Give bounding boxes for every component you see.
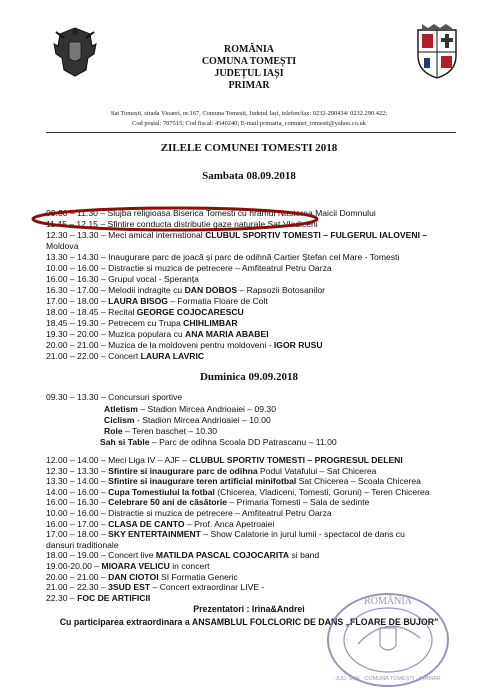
sport-name: Ciclism <box>104 415 135 425</box>
saturday-item-row <box>46 241 466 252</box>
saturday-item-row <box>46 340 466 351</box>
sunday-item-text: – Meci Liga IV – AJF – <box>100 455 190 465</box>
sport-item <box>104 415 271 426</box>
sunday-item-row <box>46 550 466 561</box>
saturday-item-time: 10.00 – 16.00 <box>46 263 101 273</box>
saturday-item-time: 18.00 – 18.45 <box>46 307 101 317</box>
sunday-item-text: – <box>100 529 109 540</box>
sunday-item-row <box>46 529 466 540</box>
sunday-item-time: 19.00-20.00 <box>46 561 95 571</box>
sports-title: – Concursuri sportive <box>100 392 183 402</box>
sunday-item-highlight: DAN CIOTOI <box>108 571 159 582</box>
sunday-item-time: 10.00 – 16.00 <box>46 508 101 518</box>
header-commune: COMUNA TOMEȘTI <box>201 56 297 67</box>
sunday-item-highlight: Sfintire si inaugurare teren artificial minifotbal <box>108 476 297 487</box>
sunday-item-detail: – Prof. Anca Apetroaiei <box>184 518 275 529</box>
sunday-item-time: 12.00 – 14.00 <box>46 455 101 465</box>
saturday-item-text: – Muzica de la moldoveni pentru moldoveni - <box>100 340 274 350</box>
saturday-item-text: – Melodii indragite cu <box>100 285 185 295</box>
sunday-item-detail: si band <box>289 550 320 561</box>
saturday-item-time: 21.00 – 22.00 <box>46 351 101 361</box>
saturday-item-text: – Concert <box>100 351 141 361</box>
saturday-item-highlight: IGOR RUSU <box>273 340 323 350</box>
saturday-item-time: 13.30 – 14.30 <box>46 252 101 262</box>
sunday-item-detail: in concert <box>169 561 210 571</box>
saturday-item-highlight: GEORGE COJOCARESCU <box>136 307 244 317</box>
sunday-item-row <box>46 476 466 487</box>
stamp-ring: JUD. IAȘI · COMUNA TOMEȘTI · PRIMAR <box>335 676 441 682</box>
sports-time: 09.30 – 13.30 <box>46 392 99 402</box>
address-line-2: Cod poștal: 707515; Cod fiscal: 4540240; E-mail:primaria_comunei_tomesti@yahoo.co.uk <box>132 120 366 127</box>
sunday-item-highlight: SKY ENTERTAINMENT <box>108 529 201 540</box>
saturday-item-text: – Distractie si muzica de petrecere – Amfiteatrul Petru Oarza <box>100 263 332 273</box>
saturday-item-row <box>46 307 466 318</box>
sunday-item-text: dansuri traditionale <box>46 539 119 550</box>
sunday-item-text: – <box>100 465 109 476</box>
saturday-item-highlight: LAURA LAVRIC <box>140 351 205 361</box>
sport-item <box>104 426 217 437</box>
sunday-item-time: 22.30 <box>46 592 70 603</box>
guests: Cu participarea extraordinara a ANSAMBLUL FOLCLORIC DE DANS „FLOARE DE BUJOR" <box>59 617 439 627</box>
sunday-item-text: – Distractie si muzica de petrecere – Amfiteatrul Petru Oarza <box>100 508 332 518</box>
saturday-item-row <box>46 274 466 285</box>
saturday-item-text: – Recital <box>100 307 137 317</box>
header-country: ROMÂNIA <box>224 44 274 55</box>
page-title: ZILELE COMUNEI TOMESTI 2018 <box>160 142 338 154</box>
saturday-item-time: 16.30 – 17.00 <box>46 285 101 295</box>
sunday-item-text: – <box>100 486 109 497</box>
sunday-item-detail: – Show Calatorie in jurul lumii - spectacol de dans cu <box>200 529 405 540</box>
sunday-item-highlight: Sfintire si inaugurare parc de odihna <box>108 465 258 476</box>
sunday-item-detail: SI Formatia Generic <box>158 571 238 582</box>
sunday-item-row <box>46 540 466 551</box>
sunday-item-detail: (Chicerea, Vladiceni, Tomesti, Goruni) – Teren Chicerea <box>214 486 430 497</box>
saturday-item-time: 18.45 – 19.30 <box>46 318 101 328</box>
commune-shield-icon <box>412 22 462 80</box>
sunday-item-text: – <box>100 518 109 529</box>
saturday-item-row <box>46 318 466 329</box>
sunday-item-highlight: MATILDA PASCAL COJOCARITA <box>155 550 290 561</box>
sunday-item-text: – <box>100 582 109 593</box>
sunday-item-time: 13.30 – 14.00 <box>46 476 101 487</box>
saturday-item-text: – Muzica populara cu <box>100 329 186 339</box>
saturday-item-time: 17.00 – 18.00 <box>46 296 101 306</box>
sunday-item-row <box>46 572 466 583</box>
highlight-oval <box>30 205 320 233</box>
saturday-item-highlight: ANA MARIA ABABEI <box>185 329 269 339</box>
sport-detail: – Parc de odihna Scoala DD Patrascanu – 11.00 <box>149 437 337 447</box>
saturday-item-row <box>46 329 466 340</box>
saturday-item-detail: – Formatia Floare de Colt <box>167 296 268 306</box>
sunday-item-text: – <box>100 497 109 508</box>
sunday-item-detail: Sat Chicerea – Scoala Chicerea <box>296 476 421 487</box>
sunday-item-highlight: CLUBUL SPORTIV TOMESTI – PROGRESUL DELENI <box>189 455 403 465</box>
sunday-item-row <box>46 466 466 477</box>
saturday-item-time: 09.30 – 11.30 <box>46 208 101 218</box>
sunday-item-row <box>46 497 466 508</box>
presenters: Prezentatori : Irina&Andrei <box>193 604 305 614</box>
saturday-item-time: 19.30 – 20.00 <box>46 329 101 339</box>
sunday-item-detail: – Concert extraordinar LIVE - <box>150 582 265 593</box>
sunday-item-time: 12.30 – 13.30 <box>46 465 101 476</box>
saturday-item-highlight: DAN DOBOS <box>184 285 238 295</box>
sunday-item-text: – <box>100 571 109 582</box>
sunday-item-detail: – Primaria Tomesti – Sala de sedinte <box>227 497 370 508</box>
sunday-item-highlight: FOC DE ARTIFICII <box>77 592 151 603</box>
sunday-item-time: 16.00 – 16.30 <box>46 497 101 508</box>
saturday-item-highlight: CLUBUL SPORTIV TOMESTI – FULGERUL IALOVENI – <box>205 230 428 240</box>
saturday-item-time: 11.45 – 12.15 <box>46 219 101 229</box>
sunday-item-time: 14.00 – 16.00 <box>46 486 101 497</box>
saturday-item-text: – Grupul vocal - Speranța <box>100 274 199 284</box>
saturday-item-time: 16.00 – 16.30 <box>46 274 101 284</box>
sunday-item-highlight: 3SUD EST <box>108 582 151 593</box>
sunday-item-row <box>46 455 466 466</box>
sunday-item-row <box>46 519 466 530</box>
sunday-item-time: 18.00 – 19.00 <box>46 550 101 561</box>
header-divider <box>46 132 456 133</box>
sunday-item-row <box>46 487 466 498</box>
sport-name: Sah si Table <box>100 437 150 447</box>
sport-item <box>100 437 337 448</box>
sport-detail: – Stadion Mircea Andrioaiei – 09.30 <box>137 404 276 414</box>
sunday-item-text: – <box>94 561 102 571</box>
saturday-item-row <box>46 285 466 296</box>
saturday-item-highlight: CHIHLIMBAR <box>183 318 238 328</box>
saturday-item-text: – <box>100 296 109 306</box>
sport-detail: - Stadion Mircea Andrioaiei – 10.00 <box>134 415 271 425</box>
sunday-item-highlight: Cupa Tomestiului la fotbal <box>108 486 215 497</box>
sunday-item-highlight: Celebrare 50 ani de căsătorie <box>108 497 228 508</box>
sport-name: Atletism <box>104 404 138 414</box>
sunday-item-time: 16.00 – 17.00 <box>46 518 101 529</box>
saturday-item-highlight: LAURA BISOG <box>108 296 168 306</box>
sport-detail: – Teren baschet – 10.30 <box>122 426 218 436</box>
sunday-item-highlight: CLASA DE CANTO <box>108 518 185 529</box>
saturday-item-text: Moldova <box>46 241 79 251</box>
address-line-1: Sat Tomești, strada Vioarei, nr.167, Comuna Tomești, Județul Iași, telefon/fax: 0232-290434/ 0232.290.422; <box>110 110 388 117</box>
saturday-item-row <box>46 252 466 263</box>
sports-row <box>46 392 466 403</box>
official-stamp <box>318 588 458 692</box>
saturday-item-text: – Inaugurare parc de joacă și parc de odihnă Cartier Ștefan cel Mare - Tomesti <box>100 252 400 262</box>
sunday-item-time: 21.00 – 22.30 <box>46 582 101 593</box>
saturday-item-text: – Meci amical international <box>100 230 206 240</box>
saturday-item-row <box>46 296 466 307</box>
sunday-item-text: – <box>100 476 109 487</box>
sunday-item-highlight: MIOARA VELICU <box>101 561 170 571</box>
sunday-item-row <box>46 508 466 519</box>
saturday-heading: Sambata 08.09.2018 <box>202 170 296 182</box>
saturday-item-row <box>46 263 466 274</box>
sunday-item-row <box>46 561 466 572</box>
sunday-item-time: 20.00 – 21.00 <box>46 571 101 582</box>
saturday-item-time: 12.30 – 13.30 <box>46 230 101 240</box>
sunday-item-text: – <box>69 592 78 603</box>
sport-item <box>104 404 276 415</box>
saturday-item-row <box>46 351 466 362</box>
saturday-item-text: – Slujba religioasa Biserica Tomesti cu hramul Nasterea Maicii Domnului <box>100 208 376 218</box>
saturday-item-detail: – Rapsozii Botosanilor <box>237 285 325 295</box>
header-county: JUDEȚUL IAȘI <box>214 68 284 79</box>
stamp-top: ROMÂNIA <box>364 596 412 607</box>
sunday-item-text: – Concert live <box>100 550 156 561</box>
sunday-item-detail: Podul Vatafului – Sat Chicerea <box>257 465 377 476</box>
saturday-item-text: – Sfintire conducta distributie gaze naturale Sat Vladiceni <box>100 219 318 229</box>
header-office: PRIMAR <box>228 80 270 91</box>
sunday-heading: Duminica 09.09.2018 <box>199 371 299 383</box>
sunday-item-time: 17.00 – 18.00 <box>46 529 101 540</box>
sport-name: Role <box>104 426 123 436</box>
saturday-item-time: 20.00 – 21.00 <box>46 340 101 350</box>
saturday-item-text: – Petrecem cu Trupa <box>100 318 184 328</box>
